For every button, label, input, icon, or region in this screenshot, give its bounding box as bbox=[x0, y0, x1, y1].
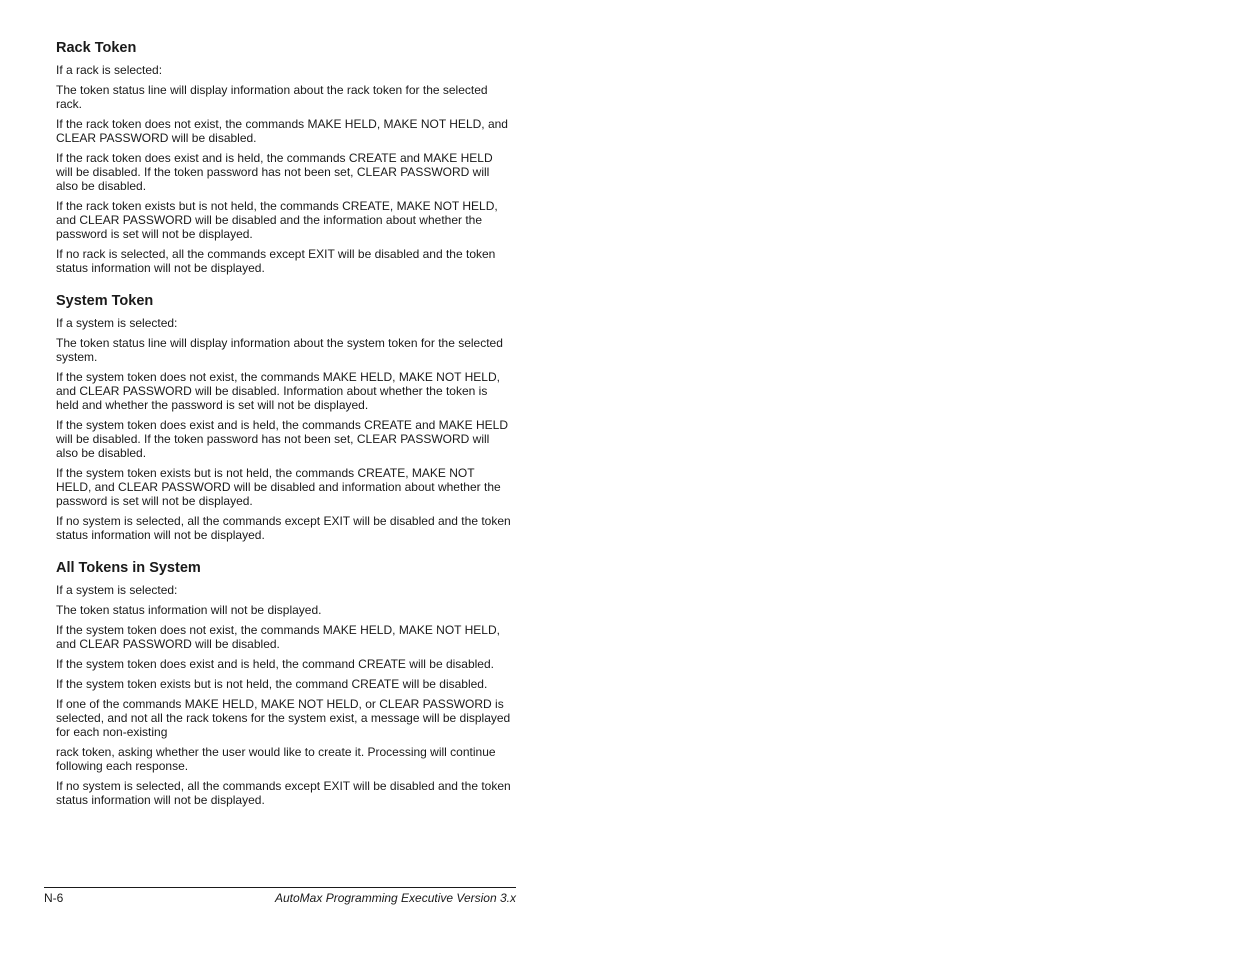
paragraph: If the system token exists but is not held, the command CREATE will be disabled. bbox=[56, 677, 488, 691]
paragraph: If no system is selected, all the commands except EXIT will be disabled and the token status information will not be displayed. bbox=[56, 514, 511, 542]
section-system-token bbox=[56, 291, 512, 542]
paragraph: If a system is selected: bbox=[56, 583, 178, 597]
page-number: N-6 bbox=[44, 891, 64, 905]
paragraph: If the system token does not exist, the commands MAKE HELD, MAKE NOT HELD, and CLEAR PASSWORD will be disabled. bbox=[56, 623, 500, 651]
section-all-tokens bbox=[56, 558, 512, 807]
section-heading: All Tokens in System bbox=[56, 560, 201, 576]
document-title: AutoMax Programming Executive Version 3.x bbox=[275, 891, 516, 905]
paragraph: If the system token exists but is not held, the commands CREATE, MAKE NOT HELD, and CLEAR PASSWORD will be disabled and information about whether the password is set will not be displayed. bbox=[56, 466, 501, 508]
paragraph: If the rack token exists but is not held, the commands CREATE, MAKE NOT HELD, and CLEAR PASSWORD will be disabled and the information about whether the password is set will not be displayed. bbox=[56, 199, 498, 241]
paragraph: The token status line will display information about the rack token for the selected rack. bbox=[56, 83, 488, 111]
paragraph: If a system is selected: bbox=[56, 316, 178, 330]
paragraph: The token status information will not be displayed. bbox=[56, 603, 322, 617]
paragraph: If the rack token does not exist, the commands MAKE HELD, MAKE NOT HELD, and CLEAR PASSWORD will be disabled. bbox=[56, 117, 508, 145]
page-footer bbox=[44, 887, 516, 905]
section-rack-token bbox=[56, 38, 512, 275]
section-heading: Rack Token bbox=[56, 40, 137, 56]
paragraph: If the system token does exist and is held, the commands CREATE and MAKE HELD will be disabled. If the token password has not been set, CLEAR PASSWORD will also be disabled. bbox=[56, 418, 508, 460]
paragraph: The token status line will display information about the system token for the selected system. bbox=[56, 336, 503, 364]
page-content bbox=[56, 38, 512, 813]
paragraph: If no system is selected, all the commands except EXIT will be disabled and the token status information will not be displayed. bbox=[56, 779, 511, 807]
paragraph: If the rack token does exist and is held, the commands CREATE and MAKE HELD will be disabled. If the token password has not been set, CLEAR PASSWORD will also be disabled. bbox=[56, 151, 493, 193]
paragraph: If no rack is selected, all the commands except EXIT will be disabled and the token status information will not be displayed. bbox=[56, 247, 496, 275]
section-heading: System Token bbox=[56, 293, 154, 309]
paragraph: If a rack is selected: bbox=[56, 63, 163, 77]
paragraph: If the system token does exist and is held, the command CREATE will be disabled. bbox=[56, 657, 494, 671]
paragraph: rack token, asking whether the user would like to create it. Processing will continue following each response. bbox=[56, 745, 496, 773]
paragraph: If the system token does not exist, the commands MAKE HELD, MAKE NOT HELD, and CLEAR PASSWORD will be disabled. Information about whether the token is held and whether the password is set will not be displayed. bbox=[56, 370, 500, 412]
paragraph: If one of the commands MAKE HELD, MAKE NOT HELD, or CLEAR PASSWORD is selected, and not all the rack tokens for the system exist, a message will be displayed for each non-existing bbox=[56, 697, 511, 739]
